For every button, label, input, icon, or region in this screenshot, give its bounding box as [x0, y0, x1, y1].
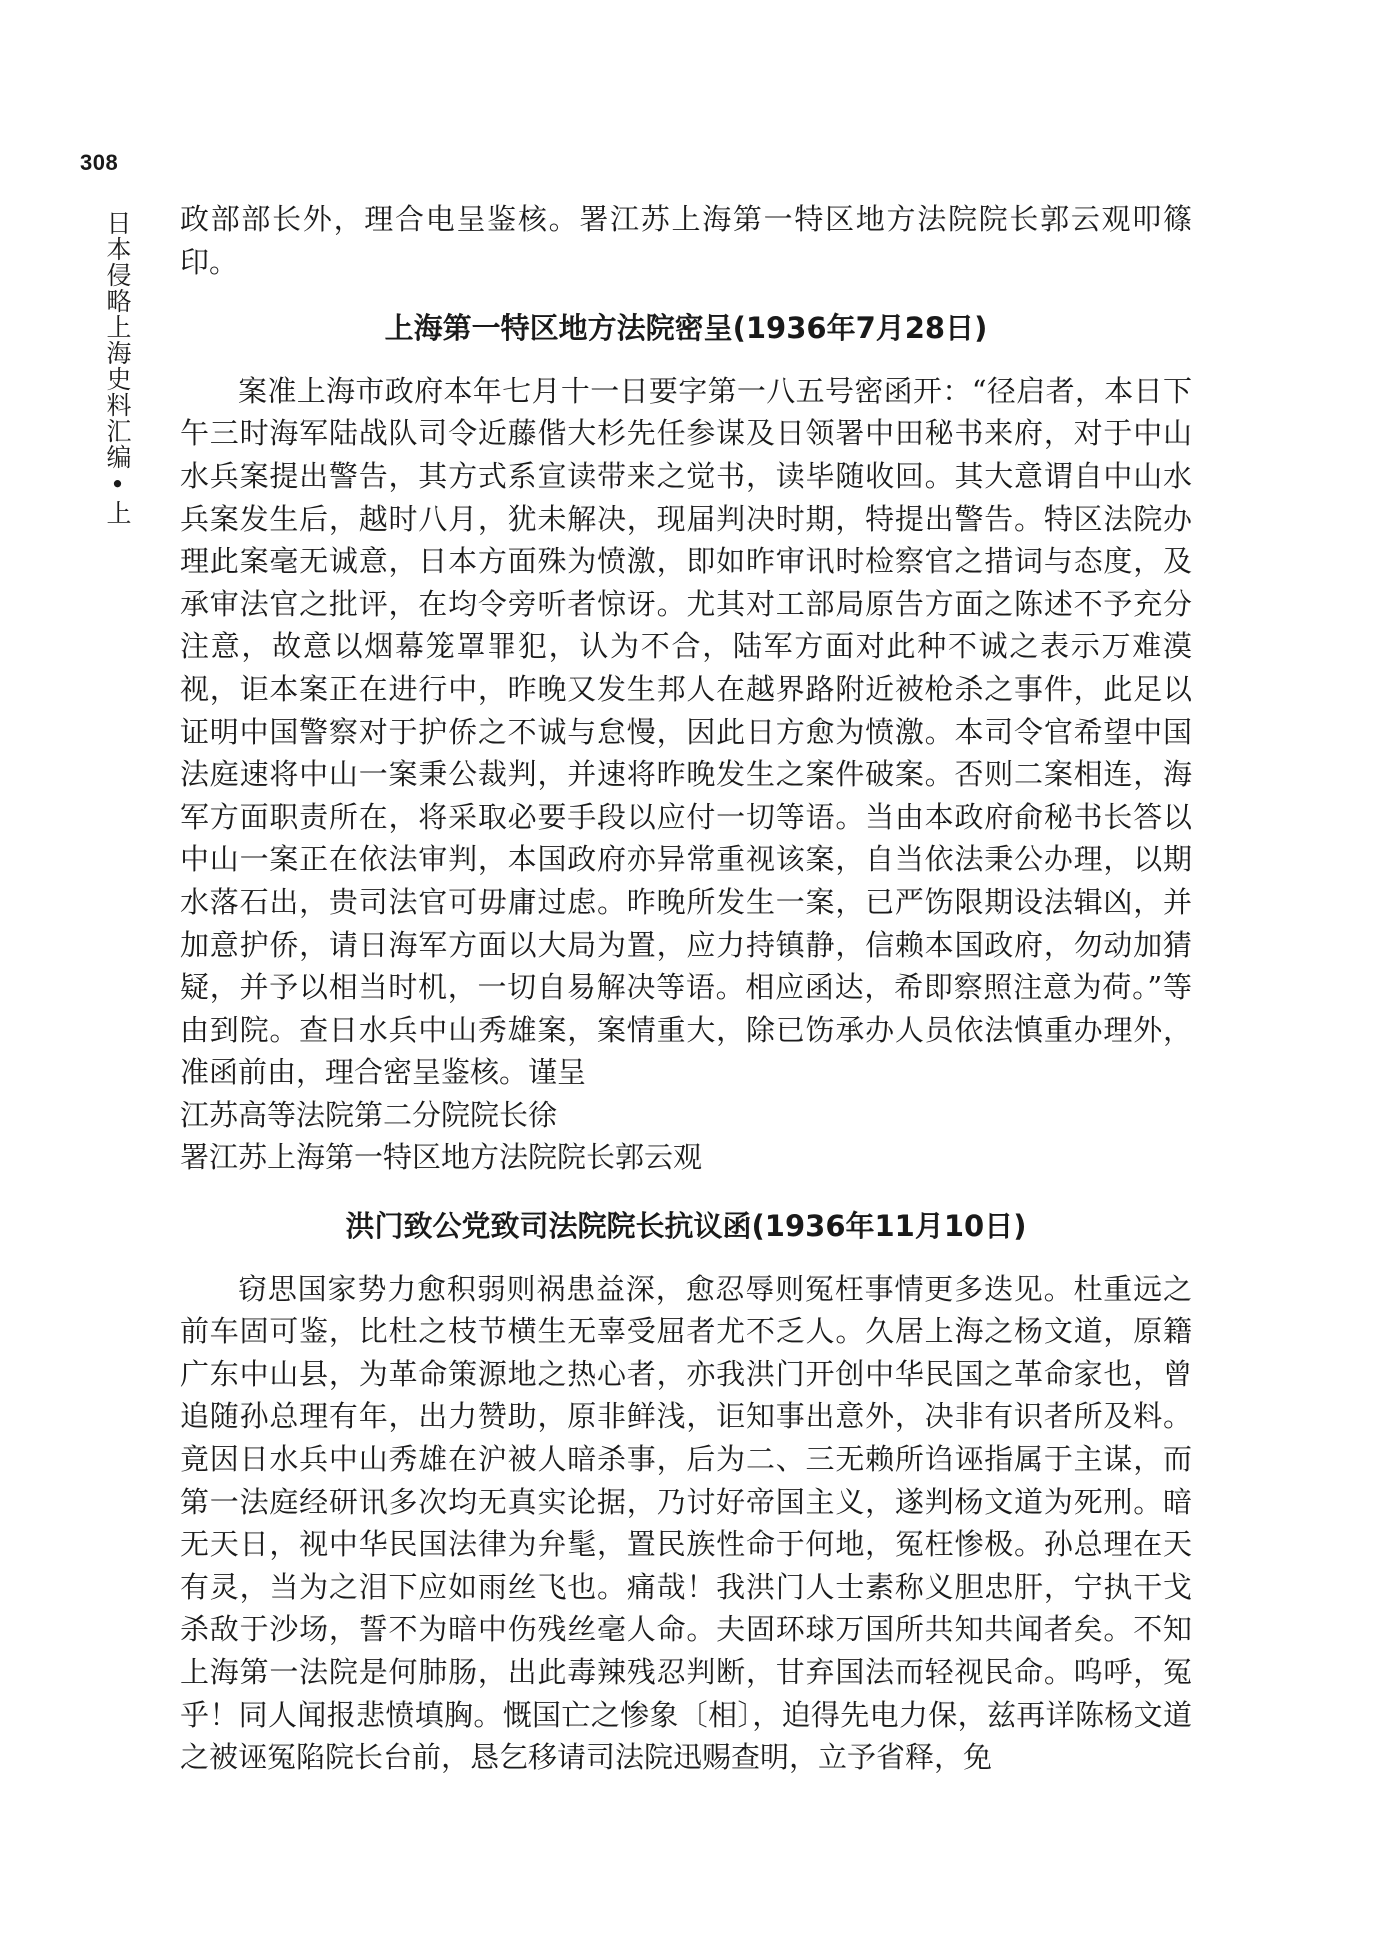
section-heading-protest-letter: 洪门致公党致司法院院长抗议函(1936年11月10日)	[345, 1209, 1027, 1244]
page-number: 308	[80, 150, 119, 175]
page-content	[180, 198, 1192, 1779]
secret-report-signature: 署江苏上海第一特区地方法院院长郭云观	[180, 1140, 703, 1175]
running-head: 日本侵略上海史料汇编•上	[103, 210, 132, 526]
section-heading-secret-report: 上海第一特区地方法院密呈(1936年7月28日)	[384, 311, 988, 346]
opening-paragraph: 政部部长外，理合电呈鉴核。署江苏上海第一特区地方法院院长郭云观叩篠印。	[180, 202, 1192, 279]
secret-report-body: 案准上海市政府本年七月十一日要字第一八五号密函开：“径启者，本日下午三时海军陆战队司令近藤偕大杉先任参谋及日领署中田秘书来府，对于中山水兵案提出警告，其方式系宣读带来之觉书，读毕随收回。其大意谓自中山水兵案发生后，越时八月，犹未解决，现届判决时期，特提出警告。特区法院办理此案毫无诚意，日本方面殊为愤激，即如昨审讯时检察官之措词与态度，及承审法官之批评，在均令旁听者惊讶。尤其对工部局原告方面之陈述不予充分注意，故意以烟幕笼罩罪犯，认为不合，陆军方面对此种不诚之表示万难漠视，讵本案正在进行中，昨晚又发生邦人在越界路附近被枪杀之事件，此足以证明中国警察对于护侨之不诚与怠慢，因此日方愈为愤激。本司令官希望中国法庭速将中山一案秉公裁判，并速将昨晚发生之案件破案。否则二案相连，海军方面职责所在，将采取必要手段以应付一切等语。当由本政府俞秘书长答以中山一案正在依法审判，本国政府亦异常重视该案，自当依法秉公办理，以期水落石出，贵司法官可毋庸过虑。昨晚所发生一案，已严饬限期设法辑凶，并加意护侨，请日海军方面以大局为置，应力持镇静，信赖本国政府，勿动加猜疑，并予以相当时机，一切自易解决等语。相应函达，希即察照注意为荷。”等由到院。查日水兵中山秀雄案，案情重大，除已饬承办人员依法慎重办理外，准函前由，理合密呈鉴核。谨呈	[180, 373, 1192, 1090]
secret-report-recipient: 江苏高等法院第二分院院长徐	[180, 1097, 558, 1132]
protest-letter-body: 窃思国家势力愈积弱则祸患益深，愈忍辱则冤枉事情更多迭见。杜重远之前车固可鉴，比杜之枝节横生无辜受屈者尤不乏人。久居上海之杨文道，原籍广东中山县，为革命策源地之热心者，亦我洪门开创中华民国之革命家也，曾追随孙总理有年，出力赞助，原非鲜浅，讵知事出意外，决非有识者所及料。竟因日水兵中山秀雄在沪被人暗杀事，后为二、三无赖所诌诬指属于主谋，而第一法庭经研讯多次均无真实论据，乃讨好帝国主义，遂判杨文道为死刑。暗无天日，视中华民国法律为弁髦，置民族性命于何地，冤枉惨极。孙总理在天有灵，当为之泪下应如雨丝飞也。痛哉！我洪门人士素称义胆忠肝，宁执干戈杀敌于沙场，誓不为暗中伤残丝毫人命。夫固环球万国所共知共闻者矣。不知上海第一法院是何肺肠，出此毒辣残忍判断，甘弃国法而轻视民命。呜呼，冤乎！同人闻报悲愤填胸。慨国亡之惨象〔相〕，迫得先电力保，兹再详陈杨文道之被诬冤陷院长台前，恳乞移请司法院迅赐查明，立予省释，免	[180, 1271, 1192, 1775]
